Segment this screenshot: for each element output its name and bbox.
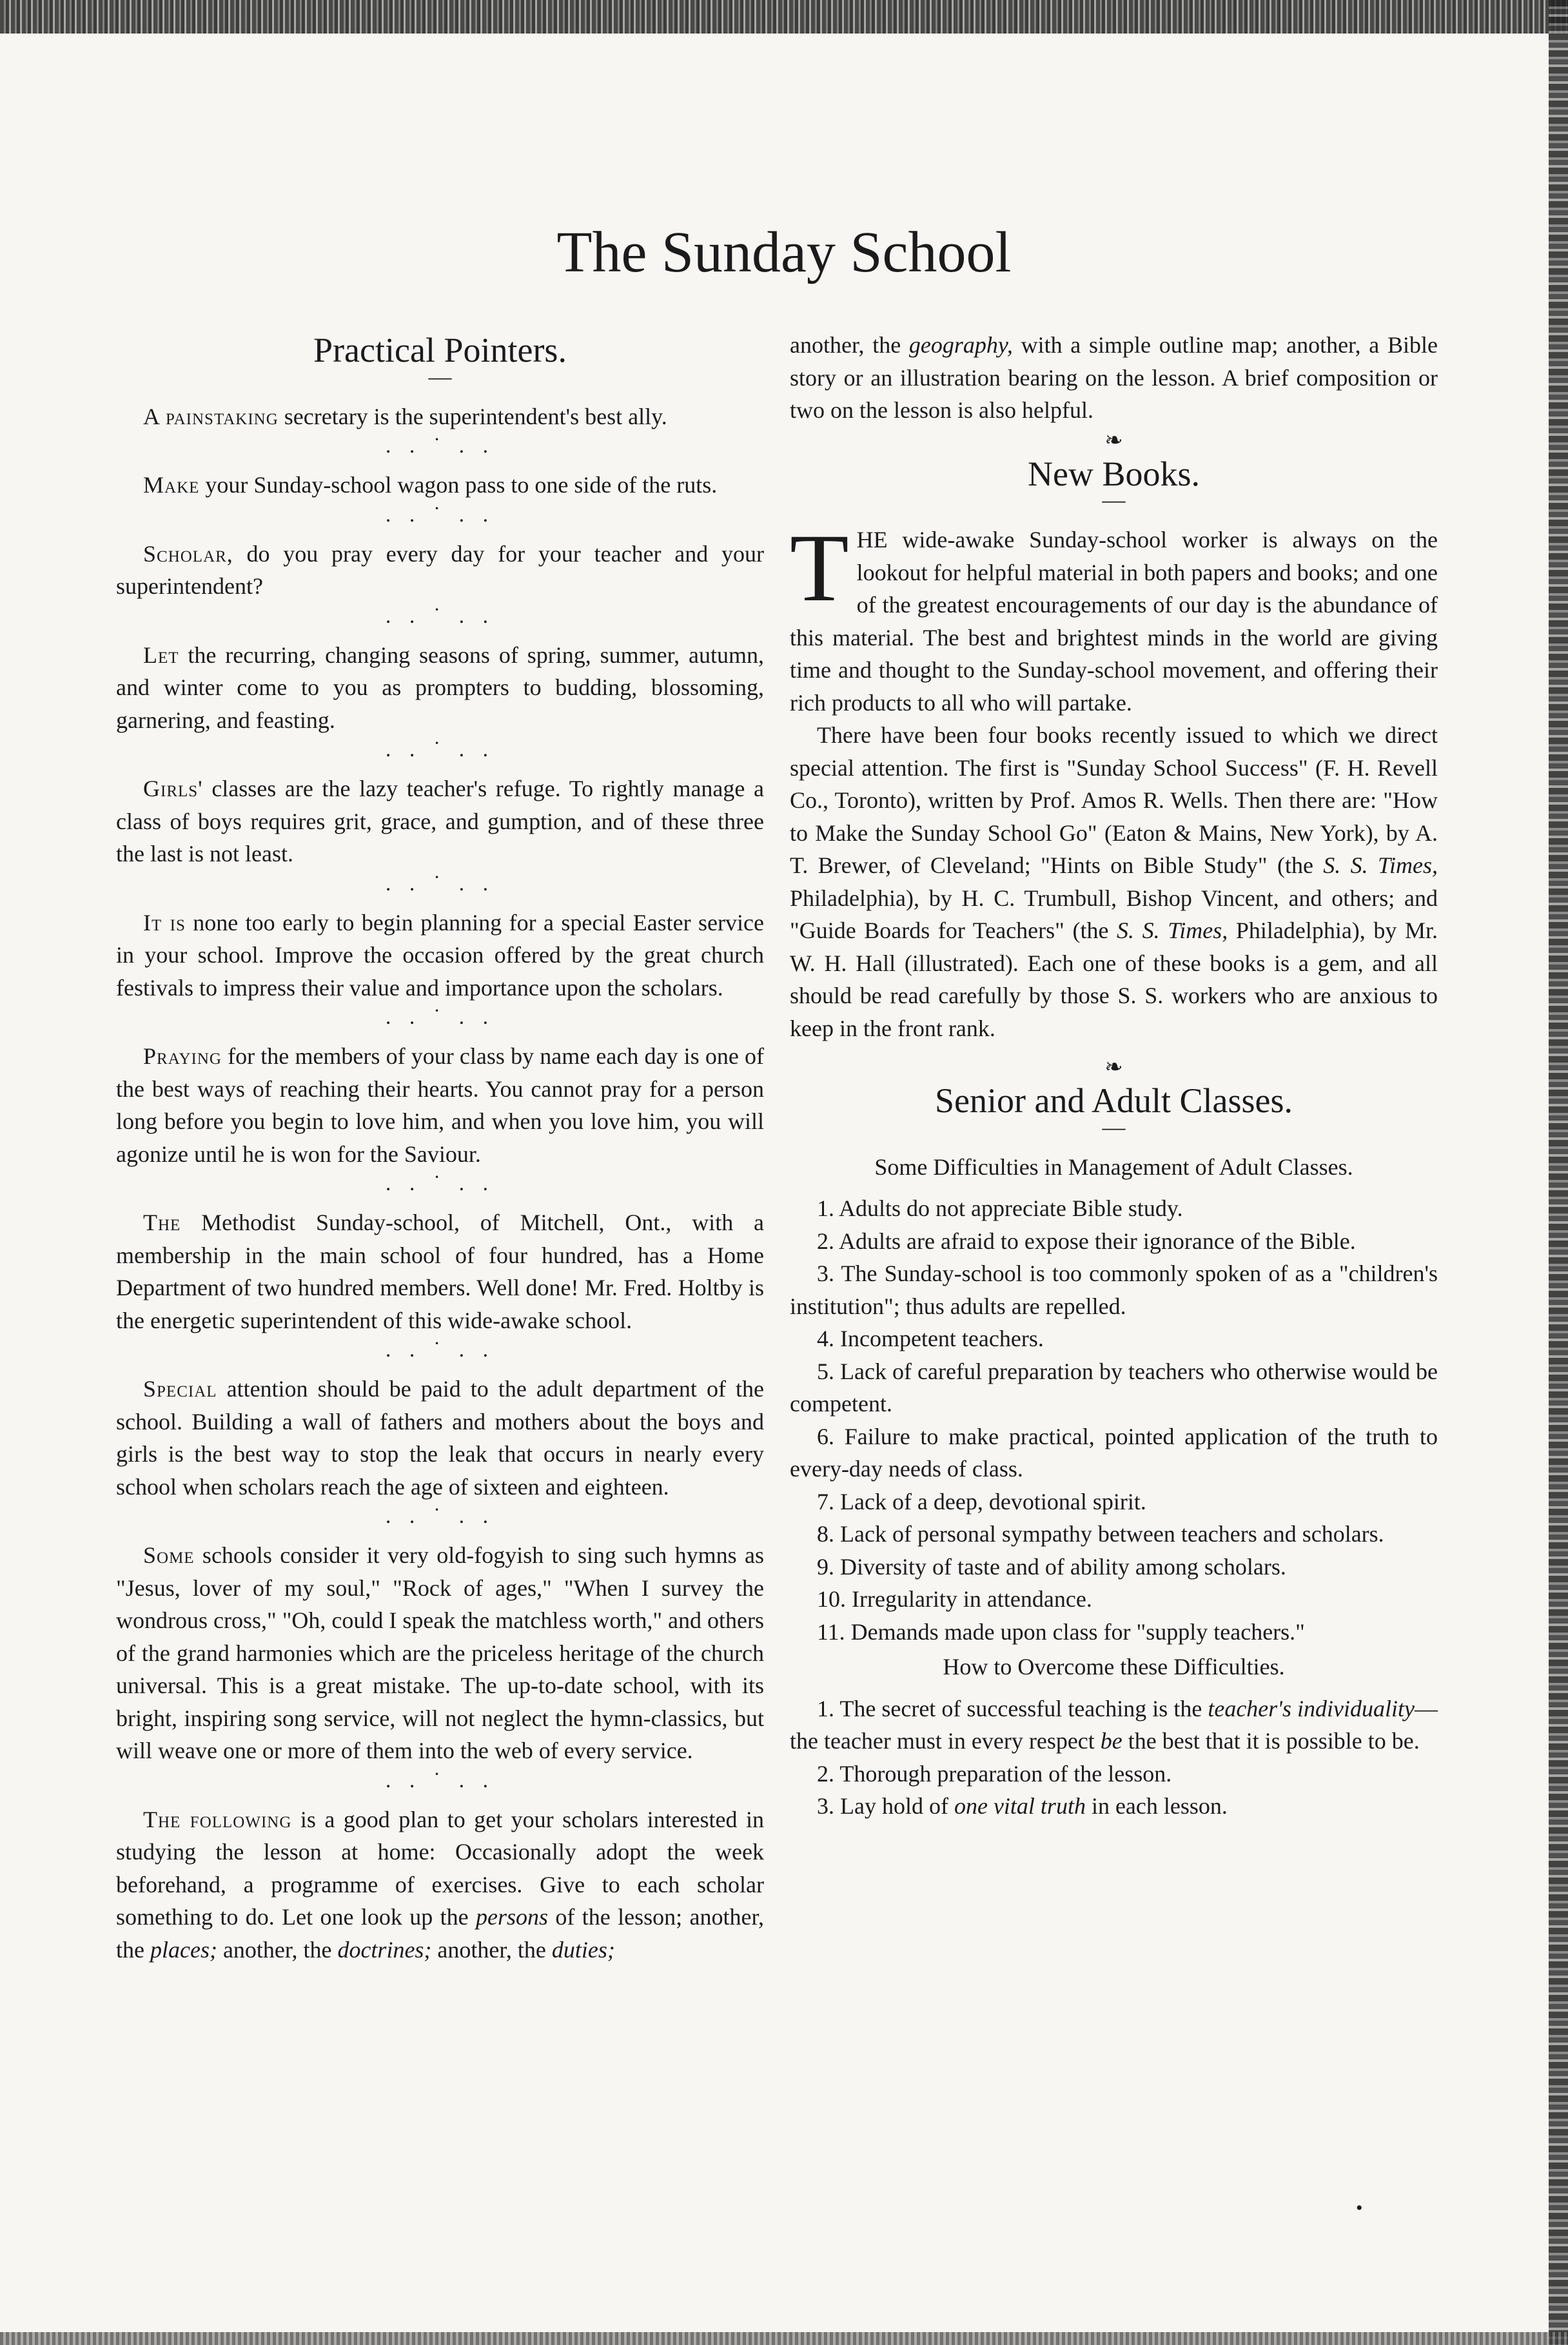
pointer-paragraph [116,1206,764,1337]
pointer-paragraph [116,907,764,1005]
lead-word: Praying [143,1043,222,1069]
ornament-icon: ❧ [1104,1055,1123,1079]
difficulty-item: 7. Lack of a deep, devotional spirit. [817,1488,1146,1515]
subheading-overcome: How to Overcome these Difficulties. [943,1654,1285,1680]
pointer-text: of the lesson; another, the [116,1904,764,1963]
pointer-text: the recurring, changing seasons of spring, summer, autumn, and winter come to you as prompters to budding, blossoming, garnering, and feasting. [116,642,764,733]
page-title: The Sunday School [556,221,1012,284]
section-heading-senior-adult: Senior and Adult Classes. [935,1081,1293,1120]
body-text: 1. The secret of successful teaching is the [817,1695,1208,1722]
new-books-paragraph-1 [790,515,1438,719]
emphasis: be [1100,1728,1122,1754]
emphasis: places; [150,1936,217,1963]
subheading-difficulties: Some Difficulties in Management of Adult Classes. [874,1153,1353,1180]
body-text: There have been four books recently issued to which we direct special attention. The first is "Sunday School Success" (F. H. Revell Co., Toronto), written by Prof. Amos R. Wells. Then there are: "How to Make the Sunday School Go" (Eaton & Mains, New York), by A. T. Brewer, of Cleveland; "Hints on Bible Study" (the [790,722,1438,878]
dot-separator: . . ˙ . . [385,738,495,761]
body-text: HE wide-awake Sunday-school worker is always on the lookout for helpful material in both papers and books; and one of the greatest encouragements of our day is the abundance of this material. The best and brightest minds in the world are giving time and thought to the Sunday-school movement, and offering their rich products to all who will partake. [790,527,1438,716]
pointer-text: for the members of your class by name each day is one of the best ways of reaching their hearts. You cannot pray for a person long before you begin to love him, and when you love him, you will agonize until he is won for the Saviour. [116,1043,764,1167]
body-text: Philadelphia), by H. C. Trumbull, Bishop Vincent, and others; and "Guide Boards for Teachers" (the [790,885,1438,943]
body-text: Philadelphia), by Mr. W. H. Hall (illustrated). Each one of these books is a gem, and all should be read carefully by those S. S. workers who are anxious to keep in the front rank. [790,917,1438,1041]
difficulty-item: 8. Lack of personal sympathy between teachers and scholars. [817,1521,1384,1547]
overcome-item [790,1693,1438,1758]
drop-cap: T [790,515,849,622]
section-heading-practical-pointers: Practical Pointers. [313,331,567,369]
dot-separator: . . ˙ . . [385,434,495,458]
body-text: —the teacher must in every respect [790,1695,1438,1754]
body-text: 3. Lay hold of [817,1793,954,1819]
pointer-paragraph [116,1539,764,1767]
dot-separator: . . ˙ . . [385,603,495,628]
difficulty-item: 2. Adults are afraid to expose their ignorance of the Bible. [817,1228,1356,1254]
dot-separator: . . ˙ . . [385,502,495,527]
overcome-item: 2. Thorough preparation of the lesson. [817,1760,1172,1787]
ink-mark-icon: • [1356,2197,1363,2219]
pointer-paragraph [116,469,764,502]
difficulty-item: 1. Adults do not appreciate Bible study. [817,1195,1183,1221]
body-text: with a simple outline map; another, a Bible story or an illustration bearing on the lesson. A brief composition or two on the lesson is also helpful. [790,332,1438,423]
difficulty-item: 3. The Sunday-school is too commonly spoken of as a "children's institution"; thus adults are repelled. [790,1261,1438,1319]
pointer-paragraph-last [116,1803,764,1967]
overcome-item [790,1790,1438,1823]
heading-dash: — [428,363,452,389]
emphasis: S. S. Times, [1117,917,1228,943]
difficulty-item: 10. Irregularity in attendance. [817,1586,1092,1612]
emphasis: S. S. Times, [1323,852,1438,878]
dot-separator: . . ˙ . . [385,1768,495,1792]
left-column [116,329,764,1966]
pointer-text: another, the [431,1936,552,1963]
scan-border-bottom [0,2332,1568,2345]
body-text: in each lesson. [1085,1793,1228,1819]
new-books-paragraph-2 [790,719,1438,1045]
scan-border-right [1549,0,1568,2345]
lead-word: Make [143,472,200,498]
ornament-icon: ❧ [1104,428,1123,453]
dot-separator: . . ˙ . . [385,1005,495,1029]
pointer-text: schools consider it very old-fogyish to sing such hymns as "Jesus, lover of my soul," "Rock of ages," "When I survey the wondrous cross," "Oh, could I speak the matchless worth," and others of the grand harmonies which are the priceless heritage of the church universal. This is a great mistake. The up-to-date school, with its bright, inspiring song service, will not neglect the hymn-classics, but will weave one or more of them into the web of every service. [116,1542,764,1763]
difficulty-item: 4. Incompetent teachers. [817,1326,1044,1351]
lead-word: Girls' [143,776,203,801]
lead-word: It is [143,909,186,936]
pointer-paragraph [116,639,764,737]
emphasis: duties; [551,1936,615,1963]
pointer-text: is a good plan to get your scholars interested in studying the lesson at home: Occasionally adopt the week beforehand, a programme of exercises. Give to each scholar something to do. Let one look up the [116,1806,764,1930]
difficulty-item: 11. Demands made upon class for "supply teachers." [817,1618,1305,1645]
emphasis: geography, [908,332,1013,358]
pointer-text: none too early to begin planning for a special Easter service in your school. Improve the occasion offered by the great church festivals to impress their value and importance upon the scholars. [116,909,764,1001]
emphasis: doctrines; [337,1936,432,1963]
pointer-text: attention should be paid to the adult department of the school. Building a wall of fathers and mothers about the boys and girls is the best way to stop the leak that occurs in nearly every school when scholars reach the age of sixteen and eighteen. [116,1376,764,1500]
heading-dash: — [1102,1114,1126,1140]
lead-word: The [143,1210,181,1235]
pointer-text: classes are the lazy teacher's refuge. To rightly manage a class of boys requires grit, grace, and gumption, and of these three the last is not least. [116,776,764,867]
continued-paragraph [790,329,1438,427]
dot-separator: . . ˙ . . [385,1338,495,1362]
dot-separator: . . ˙ . . [385,1172,495,1195]
pointer-text: Methodist Sunday-school, of Mitchell, Ont., with a membership in the main school of four hundred, has a Home Department of two hundred members. Well done! Mr. Fred. Holtby is the energetic superintendent of this wide-awake school. [116,1210,764,1333]
pointer-paragraph [116,400,764,433]
pointer-text: do you pray every day for your teacher and your superintendent? [116,540,764,599]
lead-word: The following [143,1806,292,1832]
scan-border-top [0,0,1568,34]
difficulty-item: 6. Failure to make practical, pointed application of the truth to every-day needs of class. [790,1423,1438,1482]
lead-word: Let [143,642,179,668]
pointer-text: another, the [217,1936,338,1963]
right-column [790,329,1438,1823]
pointer-paragraph [116,538,764,603]
pointer-paragraph [116,772,764,870]
lead-word: Scholar, [143,540,233,567]
pointer-paragraph [116,1040,764,1170]
dot-separator: . . ˙ . . [385,1504,495,1528]
heading-dash: — [1102,487,1126,513]
dot-separator: . . ˙ . . [385,871,495,896]
section-heading-new-books: New Books. [1028,454,1200,493]
lead-word: Special [143,1376,217,1402]
pointer-paragraph [116,1373,764,1503]
body-text: the best that it is possible to be. [1122,1728,1420,1754]
lead-word: A painstaking [143,403,279,429]
difficulty-item: 5. Lack of careful preparation by teachers who otherwise would be competent. [790,1358,1438,1417]
emphasis: persons [475,1904,548,1930]
difficulty-item: 9. Diversity of taste and of ability among scholars. [817,1553,1286,1580]
pointer-text: your Sunday-school wagon pass to one side of the ruts. [199,472,718,498]
pointer-text: secretary is the superintendent's best ally. [278,403,667,429]
emphasis: teacher's individuality [1208,1695,1415,1722]
body-text: another, the [790,332,909,358]
lead-word: Some [143,1542,195,1568]
emphasis: one vital truth [954,1793,1086,1819]
